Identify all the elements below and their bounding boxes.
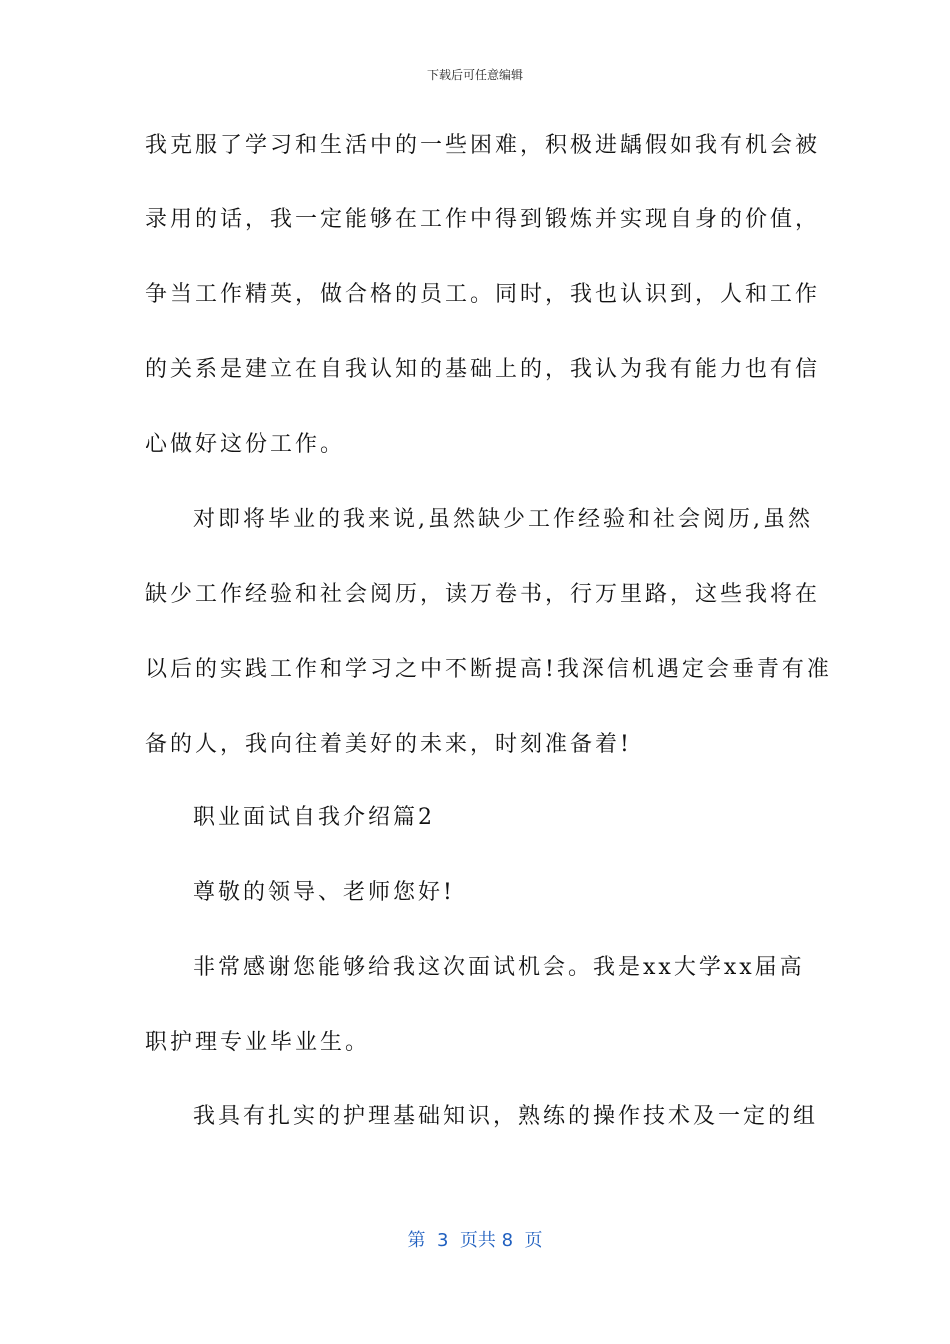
- section-heading: 职业面试自我介绍篇2: [193, 805, 435, 830]
- paragraph-line: 备的人，我向往着美好的未来，时刻准备着!: [145, 732, 632, 757]
- paragraph-line: 争当工作精英，做合格的员工。同时，我也认识到，人和工作: [145, 282, 821, 307]
- paragraph-line: 以后的实践工作和学习之中不断提高!我深信机遇定会垂青有准: [145, 657, 832, 682]
- paragraph-line: 尊敬的领导、老师您好!: [193, 880, 455, 905]
- page-number-footer: 第 3 页共 8 页: [407, 1230, 543, 1251]
- paragraph-line: 我克服了学习和生活中的一些困难，积极进龋假如我有机会被: [145, 133, 821, 158]
- paragraph-line: 缺少工作经验和社会阅历，读万卷书，行万里路，这些我将在: [145, 582, 821, 607]
- paragraph-line: 的关系是建立在自我认知的基础上的，我认为我有能力也有信: [145, 357, 821, 382]
- page-header: 下载后可任意编辑: [426, 68, 523, 82]
- paragraph-line: 我具有扎实的护理基础知识，熟练的操作技术及一定的组: [193, 1104, 819, 1129]
- paragraph-line: 职护理专业毕业生。: [145, 1030, 371, 1055]
- paragraph-line: 非常感谢您能够给我这次面试机会。我是xx大学xx届高: [193, 955, 805, 980]
- paragraph-line: 心做好这份工作。: [145, 432, 346, 457]
- paragraph-line: 录用的话，我一定能够在工作中得到锻炼并实现自身的价值，: [145, 207, 821, 232]
- paragraph-line: 对即将毕业的我来说,虽然缺少工作经验和社会阅历,虽然: [193, 507, 813, 532]
